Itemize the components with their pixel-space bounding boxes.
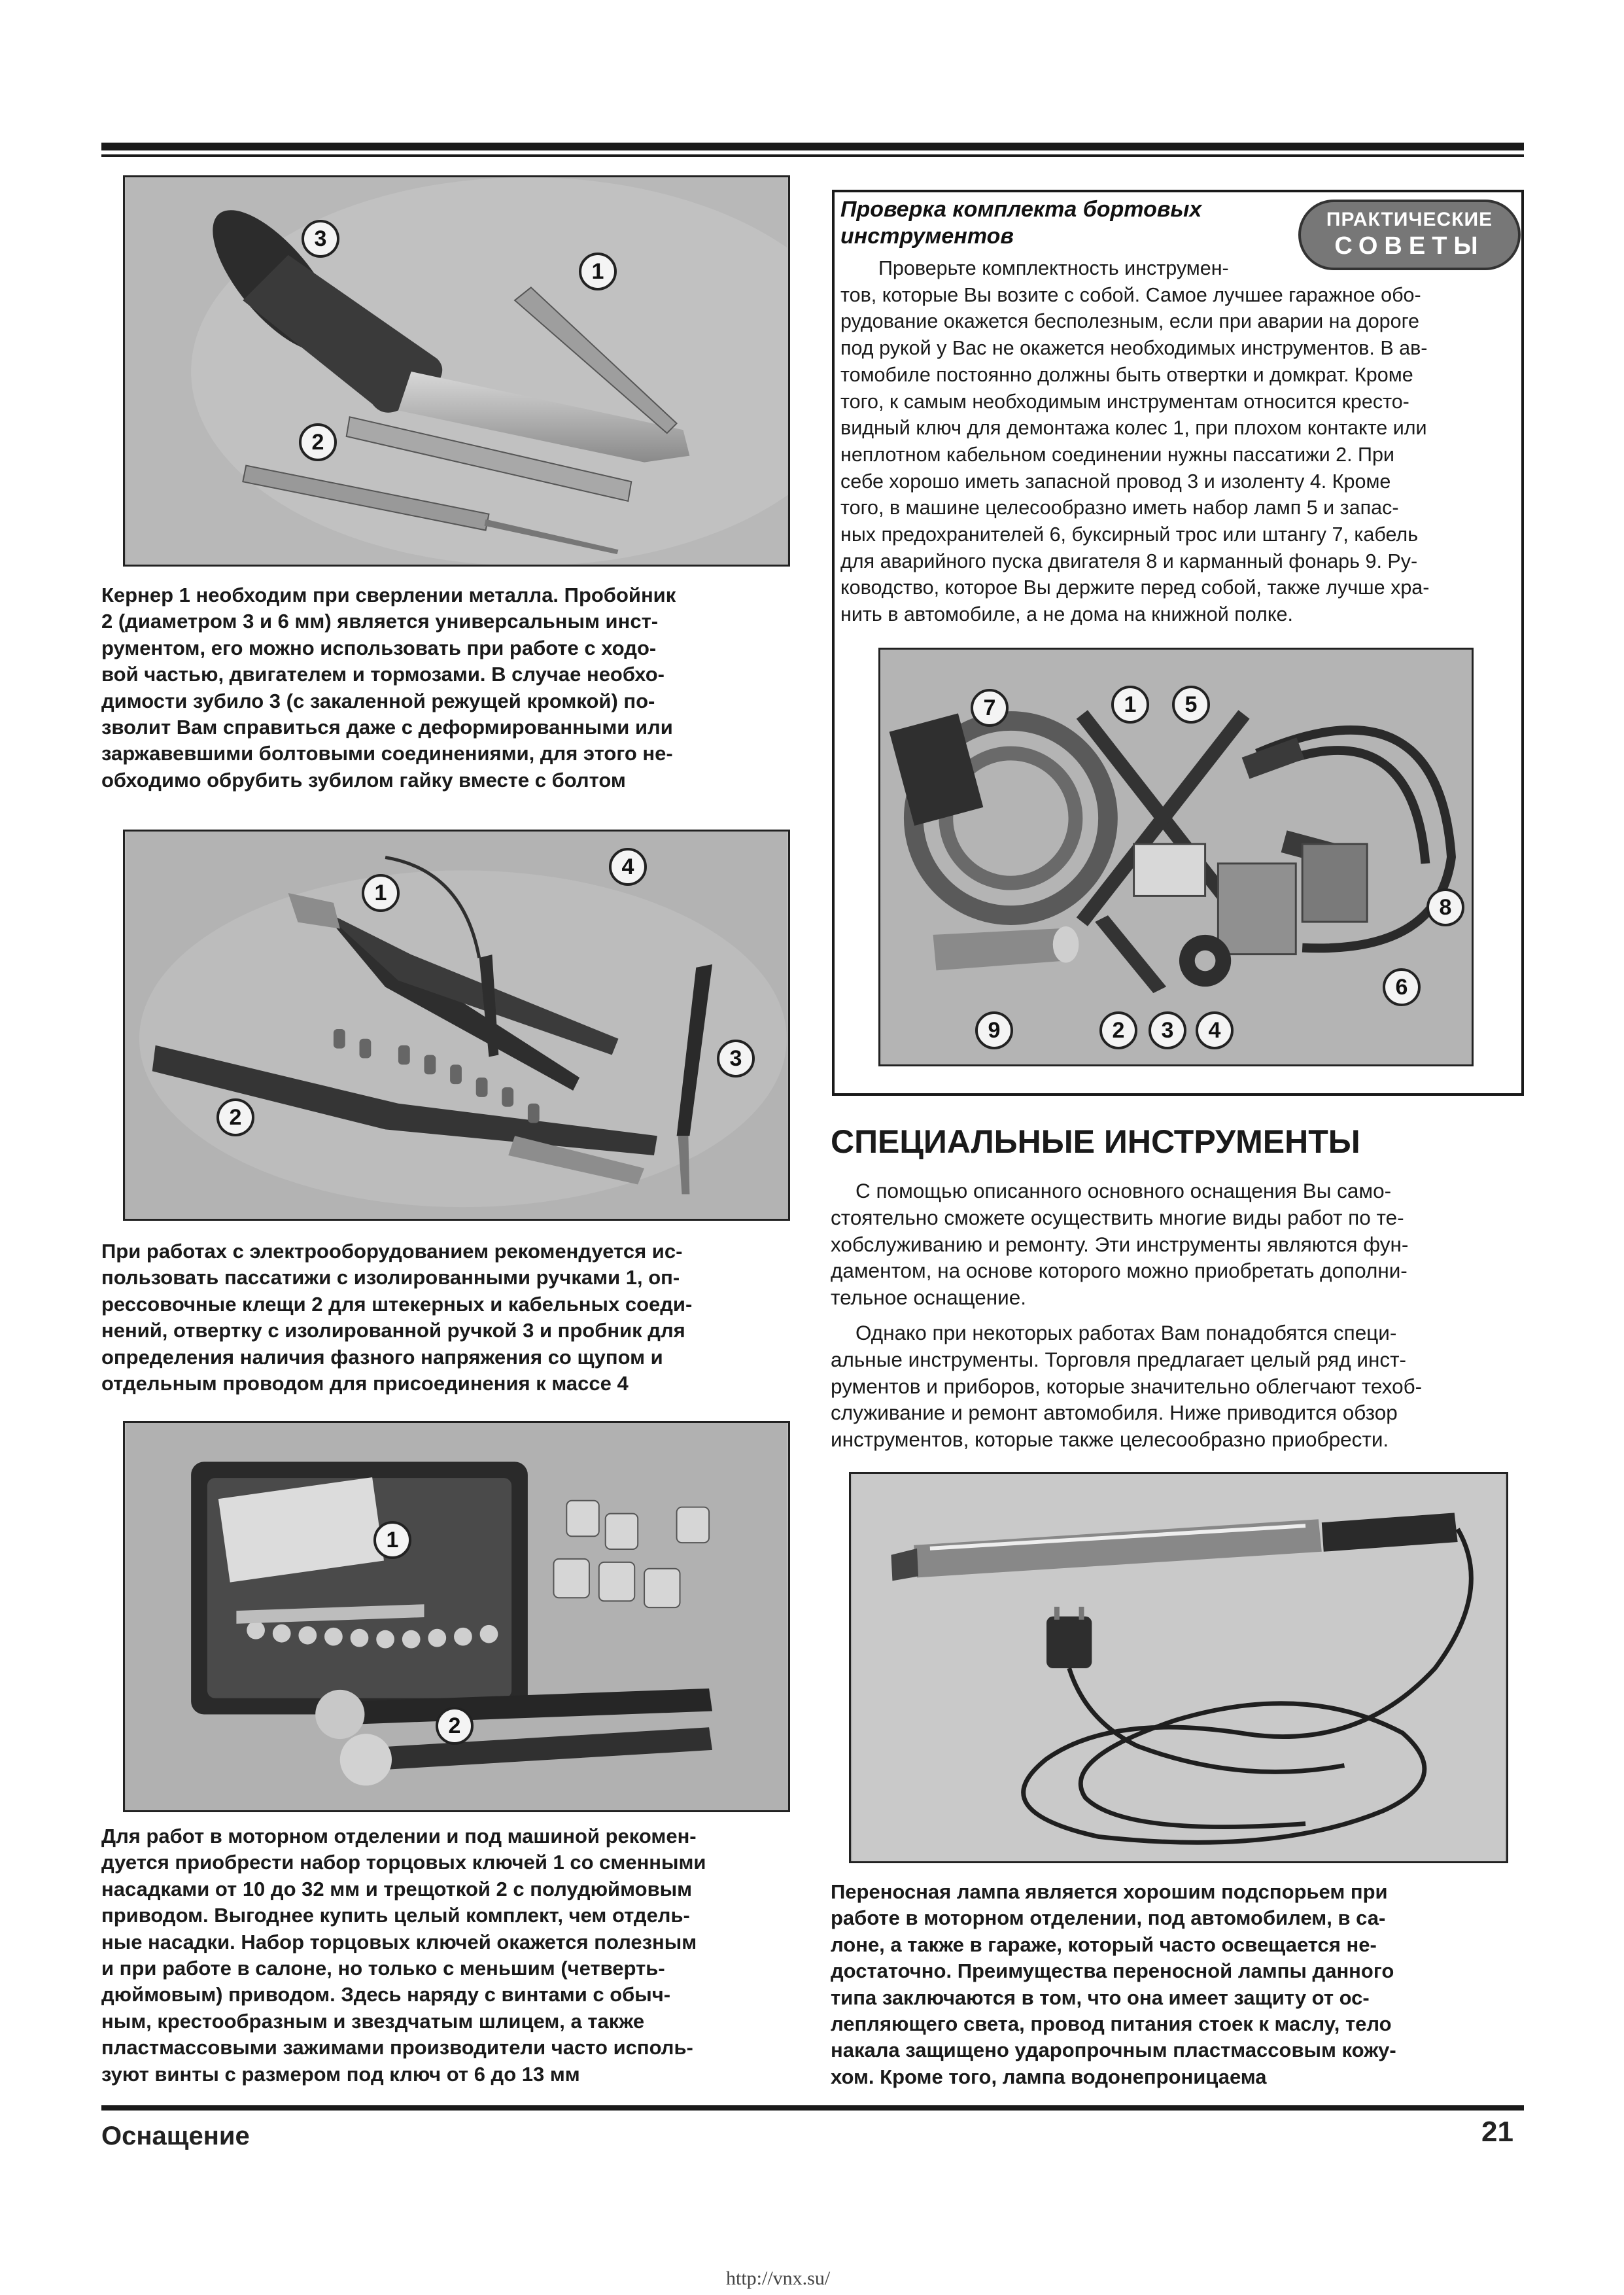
caption-line: накала защищено ударопрочным пластмассовым кожу- [831,2039,1396,2062]
bottom-rule [101,2105,1524,2111]
paragraph-line: тельное оснащение. [831,1286,1027,1310]
caption-line: дуется приобрести набор торцовых ключей 1 со сменными [101,1851,706,1874]
footer-section-name: Оснащение [101,2122,250,2150]
inspection-lamp-illustration [851,1474,1506,1861]
callout-2: 2 [299,423,337,461]
tips-line: того, в машине целесообразно иметь набор ламп 5 и запас- [840,497,1399,519]
callout-3: 3 [1149,1011,1186,1049]
page-number: 21 [1481,2116,1513,2148]
caption-inspection-lamp [831,1879,1524,2090]
section-paragraph-1 [831,1178,1524,1311]
caption-line: дюймовым) приводом. Здесь наряду с винтами с обыч- [101,1983,671,2006]
caption-line: Для работ в моторном отделении и под машиной рекомен- [101,1825,697,1848]
callout-6: 6 [1383,968,1421,1006]
paragraph-line: стоятельно сможете осуществить многие виды работ по те- [831,1205,1404,1229]
paragraph-line: рументов и приборов, которые значительно облегчают техоб- [831,1374,1423,1398]
caption-line: димости зубило 3 (с закаленной режущей кромкой) по- [101,689,655,712]
caption-line: рументом, его можно использовать при работе с ходо- [101,636,657,659]
caption-line: работе в моторном отделении, под автомобилем, в са- [831,1906,1386,1930]
caption-line: определения наличия фазного напряжения со щупом и [101,1345,663,1369]
badge-line-1: ПРАКТИЧЕСКИЕ [1326,209,1493,230]
callout-8: 8 [1426,888,1464,926]
paragraph-line: инструментов, которые также целесообразно приобрести. [831,1428,1389,1452]
callout-9: 9 [975,1011,1013,1049]
caption-line: Переносная лампа является хорошим подспорьем при [831,1880,1388,1903]
caption-line: ные насадки. Набор торцовых ключей окажется полезным [101,1930,697,1953]
paragraph-line: служивание и ремонт автомобиля. Ниже приводится обзор [831,1401,1398,1425]
caption-line: насадками от 10 до 32 мм и трещоткой 2 с полудюймовым [101,1877,693,1901]
caption-line: зволит Вам справиться даже с деформированными или [101,716,673,739]
tips-line: неплотном кабельном соединении нужны пассатижи 2. При [840,443,1394,466]
caption-line: зуют винты с размером под ключ от 6 до 13 мм [101,2062,580,2086]
tips-line: того, к самым необходимым инструментам относится кресто- [840,390,1409,413]
caption-line: заржавевшими болтовыми соединениями, для этого не- [101,742,673,765]
caption-line: рессовочные клещи 2 для штекерных и кабельных соеди- [101,1292,693,1316]
caption-line: лепляющего света, провод питания стоек к маслу, тело [831,2012,1392,2036]
caption-socket-set [101,1823,801,2088]
tips-line: томобиле постоянно должны быть отвертки и домкрат. Кроме [840,363,1413,386]
paragraph-line: хобслуживанию и ремонту. Эти инструменты являются фун- [831,1232,1409,1256]
callout-1: 1 [579,253,617,290]
caption-electrical [101,1238,801,1397]
tips-box-text [840,255,1515,628]
photo-socket-set [123,1421,790,1812]
callout-2: 2 [436,1707,474,1745]
caption-chisel [101,582,801,794]
top-rule [101,143,1524,150]
tips-title-line: Проверка комплекта бортовых [840,197,1202,222]
tips-line: себе хорошо иметь запасной провод 3 и изоленту 4. Кроме [840,470,1391,493]
callout-3: 3 [717,1040,755,1077]
section-heading: СПЕЦИАЛЬНЫЕ ИНСТРУМЕНТЫ [831,1123,1360,1160]
photo-inspection-lamp [849,1472,1508,1863]
tips-line: видный ключ для демонтажа колес 1, при плохом контакте или [840,417,1427,440]
photo-chisel-punches [123,175,790,567]
caption-line: обходимо обрубить зубилом гайку вместе с болтом [101,768,626,792]
socket-set-illustration [125,1423,788,1810]
tips-line: ководство, которое Вы держите перед собой, также лучше хра- [840,576,1430,599]
source-url[interactable]: http://vnx.su/ [726,2268,831,2289]
paragraph-line: С помощью описанного основного оснащения Вы само- [855,1179,1392,1202]
caption-line: пользовать пассатижи с изолированными ручками 1, оп- [101,1266,680,1289]
tips-box-title [840,196,1259,250]
caption-line: типа заключаются в том, что она имеет защиту от ос- [831,1986,1370,2009]
chisel-illustration [125,177,788,565]
caption-line: нений, отвертку с изолированной ручкой 3 и пробник для [101,1319,685,1342]
tips-line: ных предохранителей 6, буксирный трос или штангу 7, кабель [840,523,1419,546]
top-rule-thin [101,154,1524,157]
caption-line: При работах с электрооборудованием рекомендуется ис- [101,1240,683,1263]
caption-line: приводом. Выгоднее купить целый комплект, чем отдель- [101,1904,690,1927]
tips-line: под рукой у Вас не окажется необходимых инструментов. В ав- [840,337,1428,360]
callout-2: 2 [1099,1011,1137,1049]
photo-electrical-tools [123,830,790,1221]
caption-line: ным, крестообразным и звездчатым шлицем, а также [101,2009,645,2033]
paragraph-line: альные инструменты. Торговля предлагает целый ряд инст- [831,1347,1407,1371]
caption-line: и при работе в салоне, но только с меньшим (четверть- [101,1957,665,1980]
tips-line: для аварийного пуска двигателя 8 и карманный фонарь 9. Ру- [840,550,1418,572]
caption-line: Кернер 1 необходим при сверлении металла. Пробойник [101,584,676,606]
caption-line: пластмассовыми зажимами производители часто исполь- [101,2036,693,2059]
callout-2: 2 [216,1098,254,1136]
badge-line-2: СОВЕТЫ [1334,232,1485,260]
callout-5: 5 [1172,686,1210,724]
caption-line: вой частью, двигателем и тормозами. В случае необхо- [101,663,665,686]
callout-1: 1 [1111,686,1149,724]
tips-title-line: инструментов [840,224,1014,249]
callout-4: 4 [609,848,647,886]
electrical-illustration [125,832,788,1219]
tips-line: Проверьте комплектность инструмен- [878,257,1229,279]
paragraph-line: даментом, на основе которого можно приобретать дополни- [831,1259,1408,1283]
tips-line: тов, которые Вы возите с собой. Самое лучшее гаражное обо- [840,283,1421,306]
callout-7: 7 [971,689,1009,727]
tips-line: нить в автомобиле, а не дома на книжной полке. [840,603,1293,626]
photo-emergency-kit [878,648,1474,1066]
section-paragraph-2 [831,1320,1524,1453]
callout-4: 4 [1196,1011,1234,1049]
caption-line: лоне, а также в гараже, который часто освещается не- [831,1933,1377,1956]
caption-line: достаточно. Преимущества переносной лампы данного [831,1959,1394,1983]
callout-1: 1 [373,1521,411,1559]
caption-line: 2 (диаметром 3 и 6 мм) является универсальным инст- [101,610,659,633]
caption-line: хом. Кроме того, лампа водонепроницаема [831,2065,1267,2088]
callout-3: 3 [302,220,339,258]
tips-line: рудование окажется бесполезным, если при аварии на дороге [840,310,1420,333]
callout-1: 1 [362,874,400,912]
paragraph-line: Однако при некоторых работах Вам понадобятся специ- [855,1321,1397,1344]
caption-line: отдельным проводом для присоединения к массе 4 [101,1372,629,1395]
